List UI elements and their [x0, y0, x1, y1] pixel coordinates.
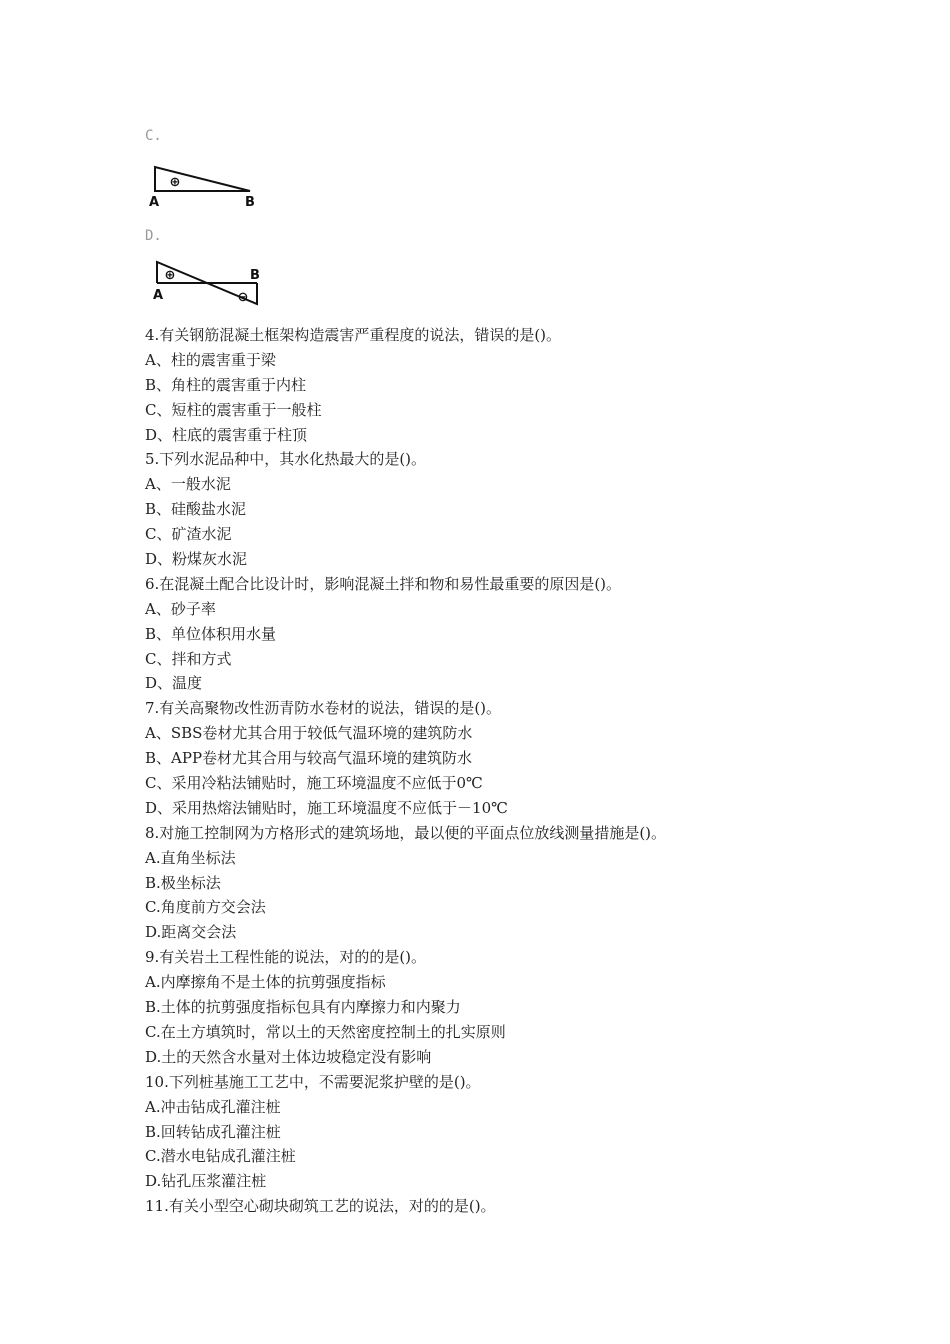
answer-option: D、柱底的震害重于柱顶 — [145, 425, 308, 444]
answer-option: D.钻孔压浆灌注桩 — [145, 1172, 267, 1191]
answer-option: B.回转钻成孔灌注桩 — [145, 1122, 281, 1141]
question-stem: 7.有关高聚物改性沥青防水卷材的说法，错误的是()。 — [145, 699, 502, 718]
answer-option: B、角柱的震害重于内柱 — [145, 375, 307, 394]
answer-option: D、粉煤灰水泥 — [145, 550, 248, 569]
answer-option: D.距离交会法 — [145, 923, 237, 942]
answer-option: C、短柱的震害重于一般柱 — [145, 400, 322, 419]
moment-diagram-c — [145, 160, 265, 210]
question-stem: 10.下列桩基施工工艺中，不需要泥浆护壁的是()。 — [145, 1072, 481, 1091]
answer-option: B、单位体积用水量 — [145, 624, 277, 643]
plus-sign-c: ⊕ — [169, 175, 181, 190]
answer-option: A、一般水泥 — [145, 475, 231, 494]
moment-diagram-d — [145, 258, 270, 310]
option-d-label: D. — [145, 228, 162, 244]
point-a-label-c: A — [148, 195, 160, 210]
answer-option: A、SBS卷材尤其合用于较低气温环境的建筑防水 — [145, 724, 473, 743]
answer-option: B.极坐标法 — [145, 873, 221, 892]
option-c-label: C. — [145, 128, 162, 144]
question-stem: 5.下列水泥品种中，其水化热最大的是()。 — [145, 450, 427, 469]
question-stem: 11.有关小型空心砌块砌筑工艺的说法，对的的是()。 — [145, 1197, 496, 1216]
answer-option: D、采用热熔法铺贴时，施工环境温度不应低于－10℃ — [145, 798, 508, 817]
question-stem: 4.有关钢筋混凝土框架构造震害严重程度的说法，错误的是()。 — [145, 326, 562, 344]
answer-option: C.在土方填筑时，常以土的天然密度控制土的扎实原则 — [145, 1022, 506, 1041]
answer-option: A.内摩擦角不是土体的抗剪强度指标 — [145, 973, 386, 992]
answer-option: C、拌和方式 — [145, 649, 232, 668]
plus-sign-d: ⊕ — [164, 268, 176, 283]
question-stem: 8.对施工控制网为方格形式的建筑场地，最以便的平面点位放线测量措施是()。 — [145, 823, 667, 842]
point-b-label-d: B — [250, 268, 260, 283]
question-text-block — [145, 323, 845, 1219]
answer-option: C.角度前方交会法 — [145, 898, 266, 917]
point-a-label-d: A — [152, 288, 164, 303]
answer-option: C.潜水电钻成孔灌注桩 — [145, 1147, 296, 1166]
question-stem: 6.在混凝土配合比设计时，影响混凝土拌和物和易性最重要的原因是()。 — [145, 574, 622, 593]
answer-option: D.土的天然含水量对土体边坡稳定没有影响 — [145, 1047, 432, 1066]
answer-option: C、采用冷粘法铺贴时，施工环境温度不应低于0℃ — [145, 774, 483, 793]
answer-option: A.直角坐标法 — [145, 848, 236, 867]
answer-option: C、矿渣水泥 — [145, 525, 232, 544]
answer-option: B、APP卷材尤其合用与较高气温环境的建筑防水 — [145, 749, 473, 768]
answer-option: B.土体的抗剪强度指标包具有内摩擦力和内聚力 — [145, 998, 461, 1017]
answer-option: D、温度 — [145, 674, 203, 693]
answer-option: A.冲击钻成孔灌注桩 — [145, 1097, 281, 1116]
point-b-label-c: B — [245, 195, 255, 210]
answer-option: A、砂子率 — [145, 599, 216, 618]
answer-option: B、硅酸盐水泥 — [145, 500, 247, 519]
answer-option: A、柱的震害重于梁 — [145, 350, 276, 369]
question-stem: 9.有关岩土工程性能的说法，对的的是()。 — [145, 948, 427, 967]
minus-sign-d: ⊖ — [237, 290, 249, 305]
